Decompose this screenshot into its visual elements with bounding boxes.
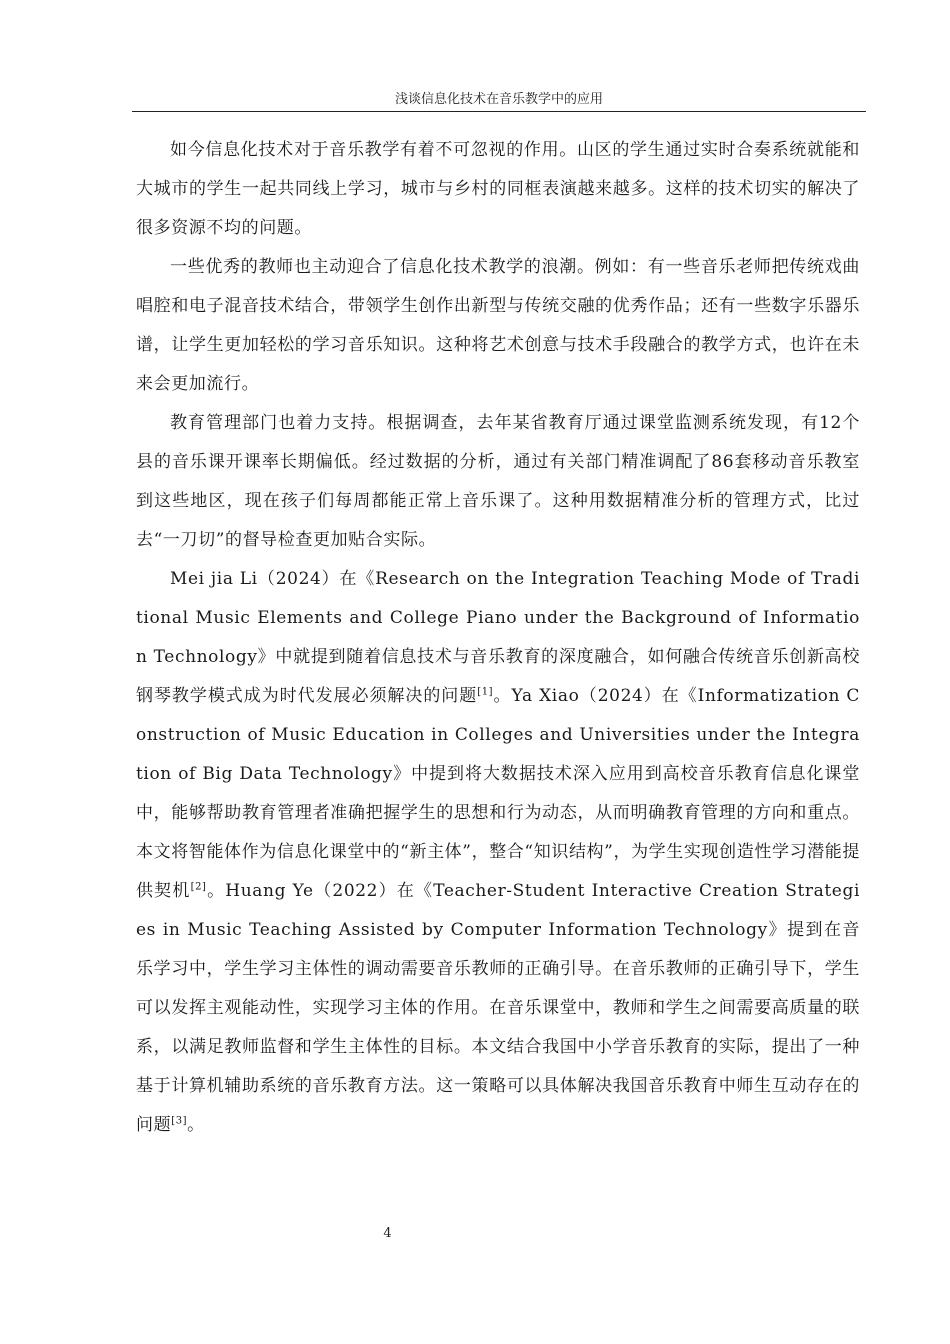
paragraph-text: 。Ya Xiao（2024）在《Informatization Construction of Music Education in Colleges and Universities under the Integration of Big Data Technology》中提到将大数据技术深入应用到高校音乐教育信息化课堂中，能够帮助教育管理者准确把握学生的思想和行为动态，从而明确教育管理的方向和重点。本文将智能体作为信息化课堂中的“新主体”，整合“知识结构”，为学生实现创造性学习潜能提供契机 bbox=[136, 686, 860, 901]
citation-ref: [2] bbox=[190, 881, 207, 893]
page-header bbox=[132, 90, 866, 112]
page-number: 4 bbox=[383, 1226, 392, 1241]
literature-review-paragraph bbox=[136, 560, 860, 1145]
header-title: 浅谈信息化技术在音乐教学中的应用 bbox=[394, 92, 603, 107]
paragraph: 如今信息化技术对于音乐教学有着不可忽视的作用。山区的学生通过实时合奏系统就能和大城市的学生一起共同线上学习，城市与乡村的同框表演越来越多。这样的技术切实的解决了很多资源不均的问题。 bbox=[136, 140, 860, 238]
paragraph-text: Mei jia Li（2024）在《Research on the Integration Teaching Mode of Traditional Music Elements and College Piano under the Background of Information Technology》中就提到随着信息技术与音乐教育的深度融合，如何融合传统音乐创新高校钢琴教学模式成为时代发展必须解决的问题 bbox=[136, 569, 860, 706]
paragraph-text: 。Huang Ye（2022）在《Teacher-Student Interactive Creation Strategies in Music Teaching Assisted by Computer Information Technology》提到在音乐学习中，学生学习主体性的调动需要音乐教师的正确引导。在音乐教师的正确引导下，学生可以发挥主观能动性，实现学习主体的作用。在音乐课堂中，教师和学生之间需要高质量的联系，以满足教师监督和学生主体性的目标。本文结合我国中小学音乐教育的实际，提出了一种基于计算机辅助系统的音乐教育方法。这一策略可以具体解决我国音乐教育中师生互动存在的问题 bbox=[136, 881, 860, 1135]
citation-ref: [3] bbox=[171, 1115, 188, 1127]
paragraph-text: 。 bbox=[187, 1115, 205, 1135]
paragraph: 一些优秀的教师也主动迎合了信息化技术教学的浪潮。例如：有一些音乐老师把传统戏曲唱腔和电子混音技术结合，带领学生创作出新型与传统交融的优秀作品；还有一些数字乐器乐谱，让学生更加轻松的学习音乐知识。这种将艺术创意与技术手段融合的教学方式，也许在未来会更加流行。 bbox=[136, 257, 860, 394]
citation-ref: [1] bbox=[477, 686, 494, 698]
paragraph: 教育管理部门也着力支持。根据调查，去年某省教育厅通过课堂监测系统发现，有12个县的音乐课开课率长期偏低。经过数据的分析，通过有关部门精准调配了86套移动音乐教室到这些地区，现在孩子们每周都能正常上音乐课了。这种用数据精准分析的管理方式，比过去“一刀切”的督导检查更加贴合实际。 bbox=[136, 413, 860, 550]
body-text bbox=[136, 131, 860, 1145]
